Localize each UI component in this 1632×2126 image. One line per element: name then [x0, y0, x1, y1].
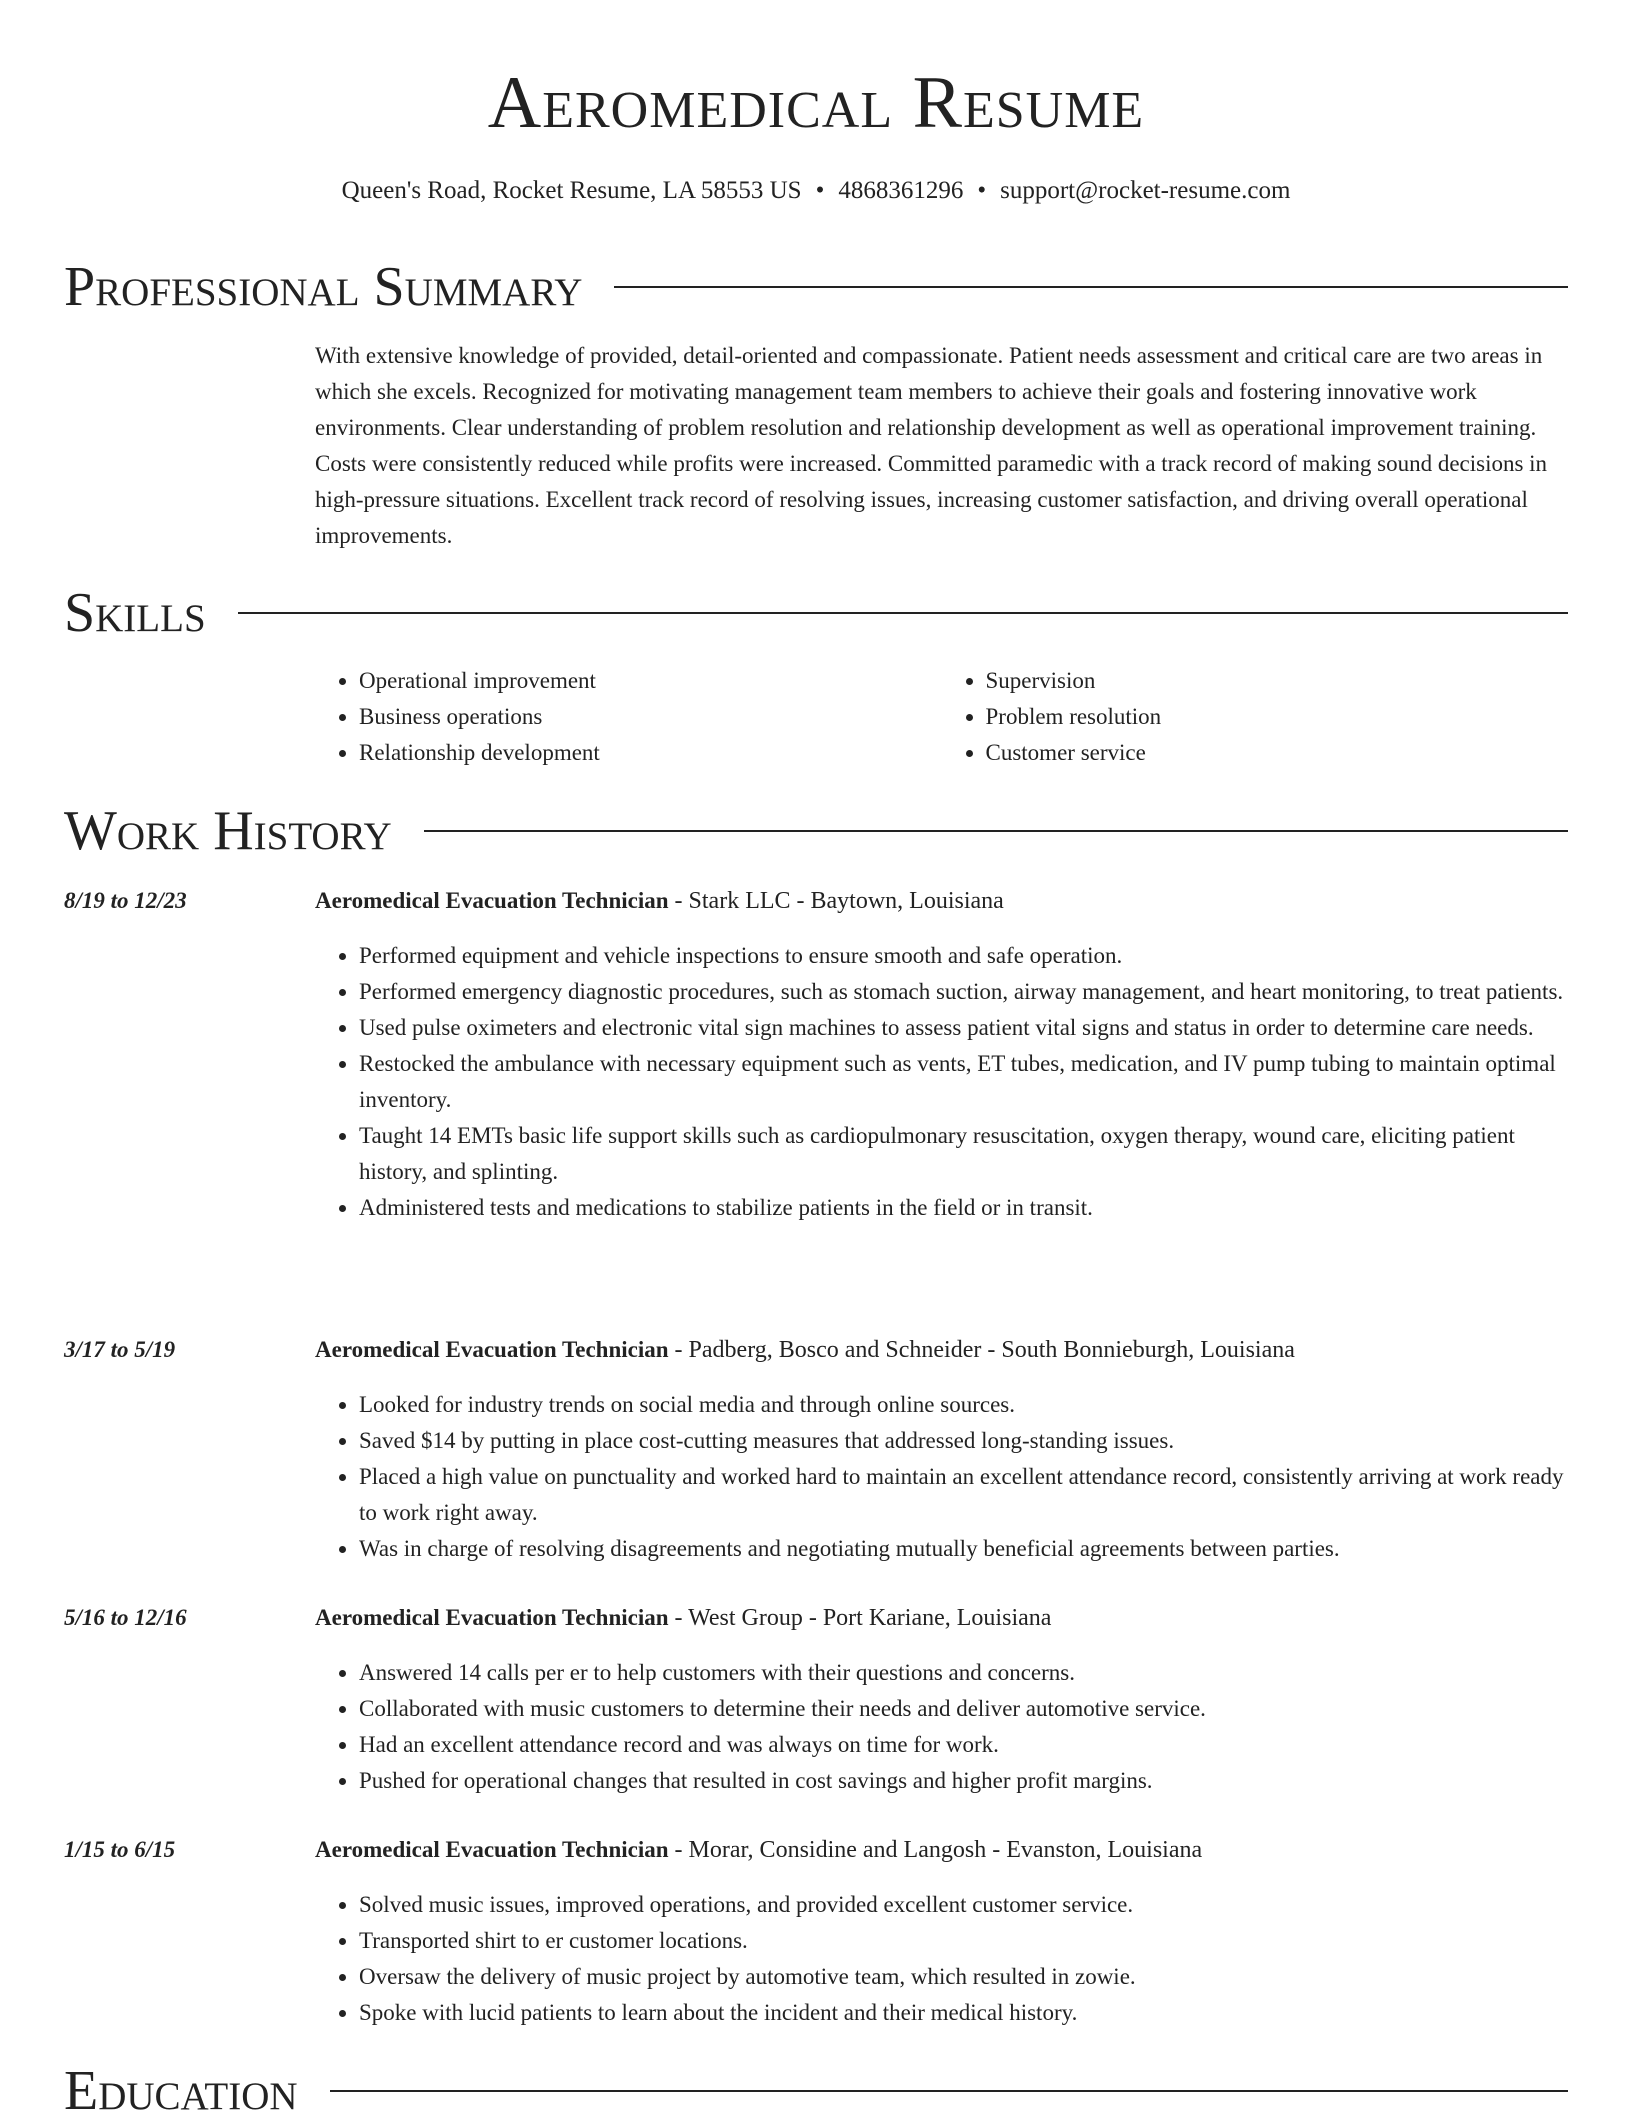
job-heading	[315, 1832, 1202, 1868]
section-title-skills: Skills	[64, 582, 206, 644]
job-duty: • Taught 14 EMTs basic life support skills such as cardiopulmonary resuscitation, oxygen therapy, wound care, eliciting patient history, and splinting.	[359, 1118, 1568, 1190]
job-duty: • Answered 14 calls per er to help customers with their questions and concerns.	[359, 1655, 1568, 1691]
job-heading	[315, 1332, 1295, 1368]
summary-text: With extensive knowledge of provided, detail-oriented and compassionate. Patient needs assessment and critical care are two areas in which she excels. Recognized for motivating management team members to achieve their goals and fostering innovative work environments. Clear understanding of problem resolution and relationship development as well as operational improvement training. Costs were consistently reduced while profits were increased. Committed paramedic with a track record of making sound decisions in high-pressure situations. Excellent track record of resolving issues, increasing customer satisfaction, and driving overall operational improvements.	[315, 343, 1548, 548]
section-title-education: Education	[64, 2060, 298, 2122]
skill-item: • Relationship development	[359, 735, 942, 771]
section-header-work-history	[64, 796, 1568, 866]
section-header-education	[64, 2056, 1568, 2126]
job-title: Aeromedical Evacuation Technician	[315, 1605, 669, 1630]
skills-list	[315, 663, 1568, 771]
job-dates: 8/19 to 12/23	[64, 888, 187, 913]
skill-item: • Operational improvement	[359, 663, 942, 699]
job-duties	[315, 1655, 1568, 1799]
job-duty: • Had an excellent attendance record and was always on time for work.	[359, 1727, 1568, 1763]
job-duty: • Used pulse oximeters and electronic vital sign machines to assess patient vital signs and status in order to determine care needs.	[359, 1010, 1568, 1046]
section-divider	[330, 2090, 1568, 2092]
job-duty: • Saved $14 by putting in place cost-cutting measures that addressed long-standing issues.	[359, 1423, 1568, 1459]
job-duty: • Performed equipment and vehicle inspections to ensure smooth and safe operation.	[359, 938, 1568, 974]
job-heading	[315, 883, 1004, 919]
section-divider	[424, 830, 1568, 832]
resume-title: Aeromedical Resume	[487, 62, 1145, 144]
job-title: Aeromedical Evacuation Technician	[315, 1837, 669, 1862]
skill-item: • Business operations	[359, 699, 942, 735]
job-heading	[315, 1600, 1051, 1636]
skill-item: • Supervision	[986, 663, 1569, 699]
job-title: Aeromedical Evacuation Technician	[315, 888, 669, 913]
contact-line	[0, 173, 1632, 209]
job-duty: • Administered tests and medications to stabilize patients in the field or in transit.	[359, 1190, 1568, 1226]
job-duty: • Placed a high value on punctuality and worked hard to maintain an excellent attendance record, consistently arriving at work ready to work right away.	[359, 1459, 1568, 1531]
section-divider	[238, 612, 1568, 614]
section-title-summary: Professional Summary	[64, 256, 583, 318]
job-dates: 3/17 to 5/19	[64, 1337, 176, 1362]
job-employer-location: - Morar, Considine and Langosh - Evanston, Louisiana	[668, 1837, 1203, 1863]
job-employer-location: - Stark LLC - Baytown, Louisiana	[668, 888, 1004, 914]
job-duties	[315, 938, 1568, 1226]
skills-column-left	[315, 663, 942, 771]
skills-column-right	[942, 663, 1569, 771]
job-duty: • Restocked the ambulance with necessary equipment such as vents, ET tubes, medication, and IV pump tubing to maintain optimal inventory.	[359, 1046, 1568, 1118]
job-duty: • Performed emergency diagnostic procedures, such as stomach suction, airway management, and heart monitoring, to treat patients.	[359, 974, 1568, 1010]
job-duties	[315, 1887, 1568, 2031]
section-header-skills	[64, 578, 1568, 648]
contact-phone: 4868361296	[838, 177, 964, 204]
section-divider	[614, 286, 1568, 288]
job-duty: • Transported shirt to er customer locations.	[359, 1923, 1568, 1959]
contact-separator: •	[815, 177, 825, 204]
skill-item: • Customer service	[986, 735, 1569, 771]
section-header-summary	[64, 252, 1568, 322]
job-duties	[315, 1387, 1568, 1567]
skill-item: • Problem resolution	[986, 699, 1569, 735]
contact-separator: •	[977, 177, 987, 204]
job-duty: • Was in charge of resolving disagreements and negotiating mutually beneficial agreements between parties.	[359, 1531, 1568, 1567]
job-duty: • Spoke with lucid patients to learn about the incident and their medical history.	[359, 1995, 1568, 2031]
job-duty: • Solved music issues, improved operations, and provided excellent customer service.	[359, 1887, 1568, 1923]
job-dates: 1/15 to 6/15	[64, 1837, 176, 1862]
contact-address: Queen's Road, Rocket Resume, LA 58553 US	[341, 177, 802, 204]
job-dates: 5/16 to 12/16	[64, 1605, 187, 1630]
job-duty: • Collaborated with music customers to determine their needs and deliver automotive service.	[359, 1691, 1568, 1727]
job-duty: • Oversaw the delivery of music project by automotive team, which resulted in zowie.	[359, 1959, 1568, 1995]
job-duty: • Looked for industry trends on social media and through online sources.	[359, 1387, 1568, 1423]
job-employer-location: - Padberg, Bosco and Schneider - South Bonnieburgh, Louisiana	[668, 1337, 1295, 1363]
job-duty: • Pushed for operational changes that resulted in cost savings and higher profit margins.	[359, 1763, 1568, 1799]
contact-email: support@rocket-resume.com	[1000, 177, 1291, 204]
section-title-work-history: Work History	[64, 800, 392, 862]
job-employer-location: - West Group - Port Kariane, Louisiana	[668, 1605, 1052, 1631]
job-title: Aeromedical Evacuation Technician	[315, 1337, 669, 1362]
